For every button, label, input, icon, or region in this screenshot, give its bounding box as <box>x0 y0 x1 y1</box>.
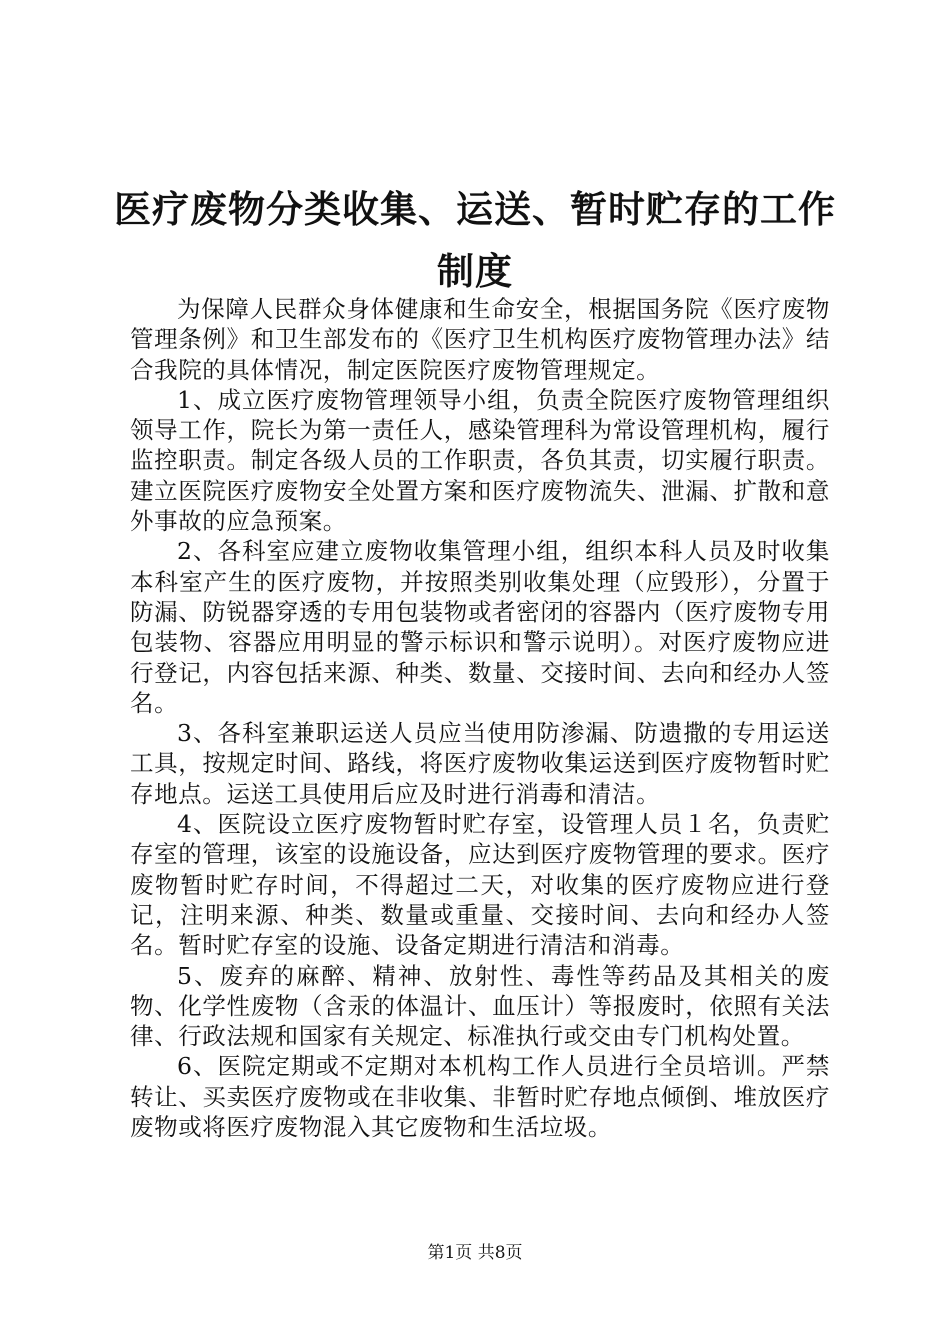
paragraph-item-6: 6、医院定期或不定期对本机构工作人员进行全员培训。严禁转让、买卖医疗废物或在非收集、非暂时贮存地点倾倒、堆放医疗废物或将医疗废物混入其它废物和生活垃圾。 <box>130 1052 830 1142</box>
paragraph-item-1: 1、成立医疗废物管理领导小组，负责全院医疗废物管理组织领导工作，院长为第一责任人，感染管理科为常设管理机构，履行监控职责。制定各级人员的工作职责，各负其责，切实履行职责。建立医院医疗废物安全处置方案和医疗废物流失、泄漏、扩散和意外事故的应急预案。 <box>130 385 830 536</box>
document-body <box>130 294 830 1142</box>
paragraph-intro: 为保障人民群众身体健康和生命安全，根据国务院《医疗废物管理条例》和卫生部发布的《医疗卫生机构医疗废物管理办法》结合我院的具体情况，制定医院医疗废物管理规定。 <box>130 295 830 384</box>
paragraph-item-5: 5、废弃的麻醉、精神、放射性、毒性等药品及其相关的废物、化学性废物（含汞的体温计、血压计）等报废时，依照有关法律、行政法规和国家有关规定、标准执行或交由专门机构处置。 <box>130 961 830 1051</box>
paragraph-item-2: 2、各科室应建立废物收集管理小组，组织本科人员及时收集本科室产生的医疗废物，并按照类别收集处理（应毁形），分置于防漏、防锐器穿透的专用包装物或者密闭的容器内（医疗废物专用包装物、容器应用明显的警示标识和警示说明）。对医疗废物应进行登记，内容包括来源、种类、数量、交接时间、去向和经办人签名。 <box>130 537 830 717</box>
paragraph-item-3: 3、各科室兼职运送人员应当使用防渗漏、防遗撒的专用运送工具，按规定时间、路线，将医疗废物收集运送到医疗废物暂时贮存地点。运送工具使用后应及时进行消毒和清洁。 <box>130 719 830 808</box>
page-number-footer: 第1页 共8页 <box>427 1243 523 1263</box>
document-title: 医疗废物分类收集、运送、暂时贮存的工作制度 <box>114 187 836 293</box>
paragraph-item-4: 4、医院设立医疗废物暂时贮存室，设管理人员１名，负责贮存室的管理，该室的设施设备，应达到医疗废物管理的要求。医疗废物暂时贮存时间，不得超过二天，对收集的医疗废物应进行登记，注明来源、种类、数量或重量、交接时间、去向和经办人签名。暂时贮存室的设施、设备定期进行清洁和消毒。 <box>130 810 830 960</box>
